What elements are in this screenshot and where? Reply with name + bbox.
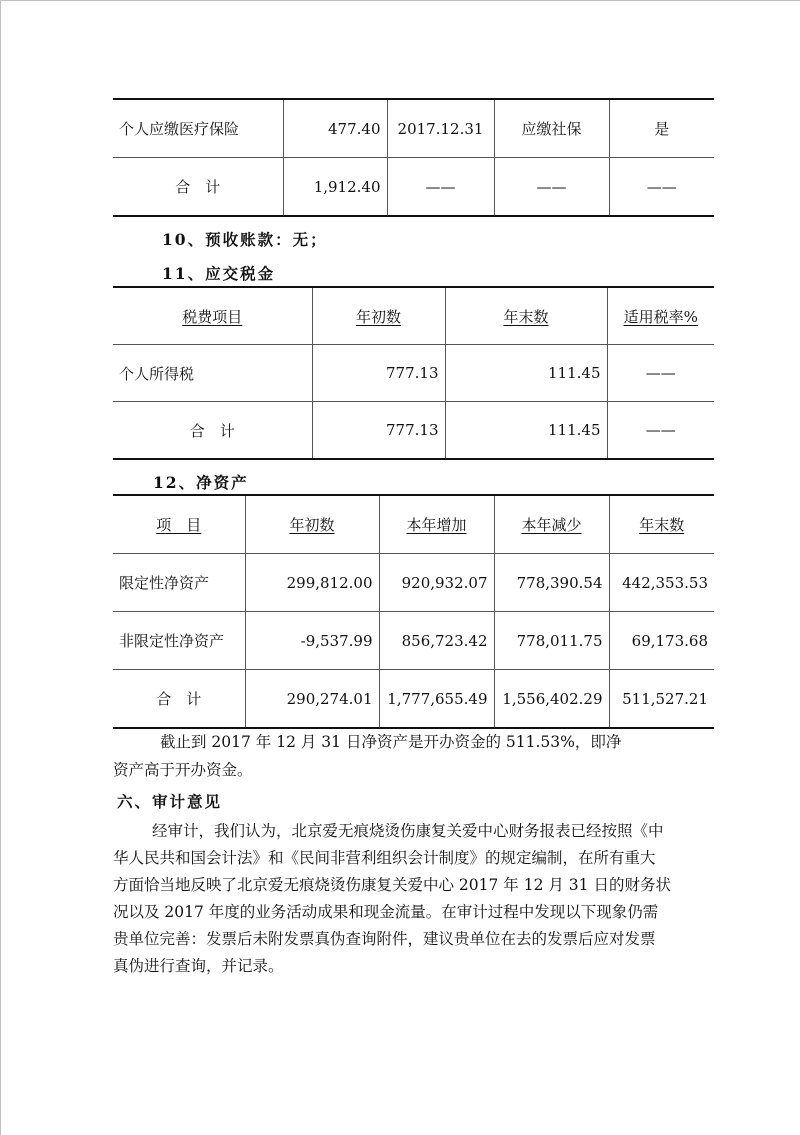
table-cell: 1,912.40 bbox=[283, 158, 387, 217]
table-cell: 111.45 bbox=[445, 345, 607, 402]
table-row bbox=[113, 99, 714, 158]
section-10-heading: 10、预收账款：无； bbox=[162, 230, 328, 249]
table-cell: —— bbox=[387, 158, 494, 217]
table-cell: 1,556,402.29 bbox=[494, 670, 609, 729]
column-header: 适用税率% bbox=[623, 307, 698, 326]
table-cell: —— bbox=[609, 158, 714, 217]
table-row bbox=[113, 345, 714, 402]
table-cell: 是 bbox=[609, 99, 714, 158]
audit-opinion-line: 方面恰当地反映了北京爱无痕烧烫伤康复关爱中心 2017 年 12 月 31 日的财务状 bbox=[113, 876, 671, 894]
table-cell: —— bbox=[607, 345, 714, 402]
table-cell: 应缴社保 bbox=[494, 99, 609, 158]
table-cell: 778,011.75 bbox=[494, 612, 609, 670]
table-cell: 合 计 bbox=[113, 158, 283, 217]
table-header-row bbox=[113, 495, 714, 554]
table-cell: 290,274.01 bbox=[245, 670, 379, 729]
table-row bbox=[113, 554, 714, 612]
column-header: 年末数 bbox=[639, 516, 685, 534]
table-cell: 111.45 bbox=[445, 402, 607, 460]
table-cell: 299,812.00 bbox=[245, 554, 379, 612]
net-assets-note-line-1: 截止到 2017 年 12 月 31 日净资产是开办资金的 511.53%，即净 bbox=[160, 733, 622, 751]
column-header: 年初数 bbox=[289, 516, 335, 534]
audit-opinion-line: 经审计，我们认为，北京爱无痕烧烫伤康复关爱中心财务报表已经按照《中 bbox=[152, 822, 664, 840]
table-cell: 个人所得税 bbox=[113, 345, 312, 402]
column-header: 年末数 bbox=[503, 307, 549, 326]
table-cell: 1,777,655.49 bbox=[379, 670, 494, 729]
table-header-row bbox=[113, 287, 714, 345]
column-header: 本年减少 bbox=[521, 516, 582, 534]
table-cell: 856,723.42 bbox=[379, 612, 494, 670]
table-row bbox=[113, 670, 714, 729]
table-row bbox=[113, 402, 714, 460]
table-cell: 511,527.21 bbox=[609, 670, 714, 729]
table-cell: 69,173.68 bbox=[609, 612, 714, 670]
table-cell: 合 计 bbox=[113, 670, 245, 729]
table-cell: 477.40 bbox=[283, 99, 387, 158]
table-cell: 920,932.07 bbox=[379, 554, 494, 612]
table-cell: 合 计 bbox=[113, 402, 312, 460]
table-cell: 非限定性净资产 bbox=[113, 612, 245, 670]
section-11-heading: 11、应交税金 bbox=[162, 264, 276, 283]
audit-opinion-line: 况以及 2017 年度的业务活动成果和现金流量。在审计过程中发现以下现象仍需 bbox=[113, 903, 659, 921]
section-6-heading: 六、审计意见 bbox=[117, 792, 223, 811]
column-header: 项 目 bbox=[156, 516, 202, 534]
table-cell: 个人应缴医疗保险 bbox=[119, 120, 240, 138]
table-cell: 限定性净资产 bbox=[113, 554, 245, 612]
table-cell: —— bbox=[494, 158, 609, 217]
net-assets-table bbox=[113, 494, 714, 729]
column-header: 税费项目 bbox=[182, 307, 243, 326]
column-header: 本年增加 bbox=[406, 516, 467, 534]
net-assets-note-line-2: 资产高于开办资金。 bbox=[113, 761, 253, 779]
tax-table bbox=[113, 286, 714, 460]
table-cell: —— bbox=[607, 402, 714, 460]
audit-opinion-line: 真伪进行查询，并记录。 bbox=[113, 957, 284, 975]
table-cell: 777.13 bbox=[312, 345, 445, 402]
table-cell: 777.13 bbox=[312, 402, 445, 460]
table-cell: -9,537.99 bbox=[245, 612, 379, 670]
section-12-heading: 12、净资产 bbox=[153, 473, 249, 492]
audit-opinion-line: 华人民共和国会计法》和《民间非营利组织会计制度》的规定编制，在所有重大 bbox=[113, 849, 656, 867]
table-cell: 778,390.54 bbox=[494, 554, 609, 612]
page-edge-top bbox=[0, 0, 800, 1]
table-row bbox=[113, 612, 714, 670]
insurance-table bbox=[113, 98, 714, 217]
column-header: 年初数 bbox=[355, 307, 401, 326]
table-cell: 442,353.53 bbox=[609, 554, 714, 612]
table-cell: 2017.12.31 bbox=[387, 99, 494, 158]
audit-opinion-line: 贵单位完善：发票后未附发票真伪查询附件，建议贵单位在去的发票后应对发票 bbox=[113, 930, 656, 948]
table-row bbox=[113, 158, 714, 217]
page-edge-left bbox=[0, 0, 1, 1135]
